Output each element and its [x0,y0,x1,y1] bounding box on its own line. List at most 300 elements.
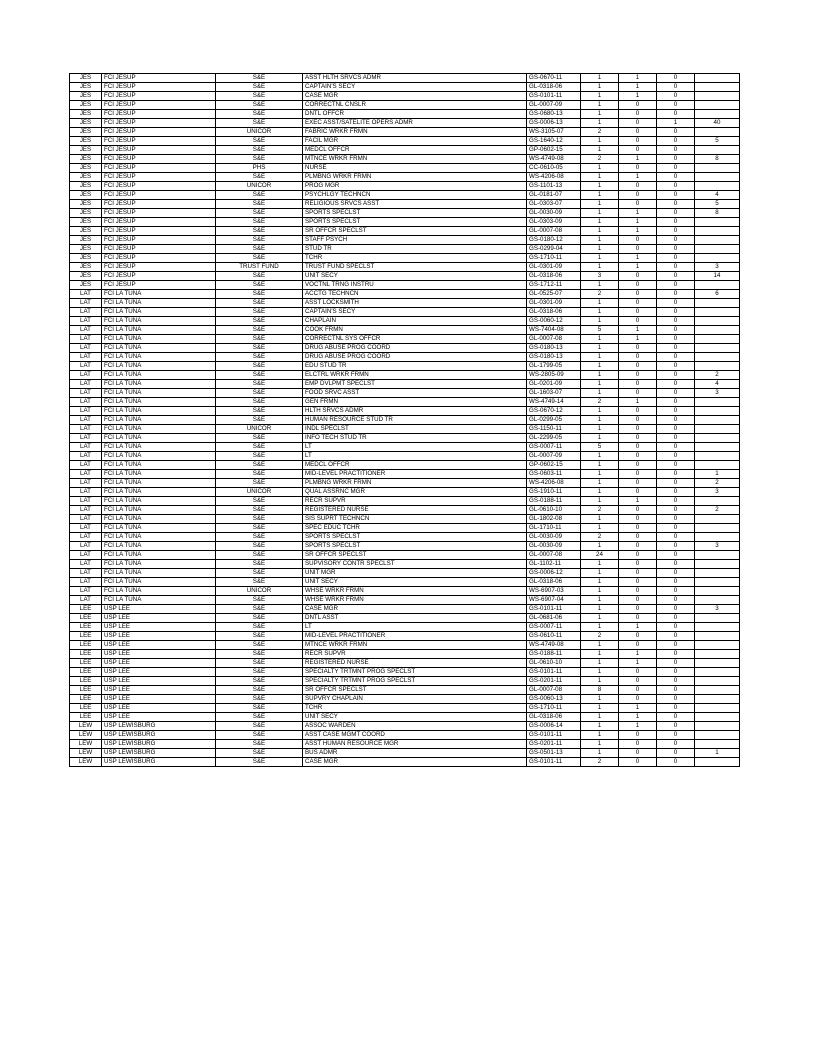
count-cell-c: 0 [657,488,695,497]
count-cell-a: 1 [581,83,619,92]
institution-cell: USP LEE [102,650,216,659]
fund-cell: S&E [216,740,303,749]
site-code-cell: LAT [70,407,102,416]
institution-cell: FCI LA TUNA [102,326,216,335]
count-cell-a: 1 [581,722,619,731]
count-cell-c: 0 [657,155,695,164]
count-cell-c: 0 [657,200,695,209]
site-code-cell: JES [70,236,102,245]
count-cell-a: 1 [581,713,619,722]
institution-cell: FCI JESUP [102,146,216,155]
count-cell-b: 1 [619,218,657,227]
site-code-cell: JES [70,83,102,92]
count-cell-d: 6 [695,290,740,299]
count-cell-c: 0 [657,461,695,470]
count-cell-a: 2 [581,533,619,542]
site-code-cell: LAT [70,497,102,506]
count-cell-a: 1 [581,434,619,443]
series-grade-cell: WS-6907-04 [527,596,581,605]
fund-cell: S&E [216,200,303,209]
count-cell-a: 24 [581,551,619,560]
count-cell-a: 1 [581,254,619,263]
table-row [70,128,740,137]
series-grade-cell: GS-0299-04 [527,245,581,254]
count-cell-a: 1 [581,380,619,389]
count-cell-b: 0 [619,749,657,758]
table-row [70,731,740,740]
count-cell-d [695,398,740,407]
count-cell-d [695,164,740,173]
count-cell-a: 1 [581,308,619,317]
series-grade-cell: GS-0101-11 [527,758,581,767]
count-cell-c: 0 [657,749,695,758]
count-cell-d [695,722,740,731]
institution-cell: FCI JESUP [102,263,216,272]
institution-cell: FCI LA TUNA [102,353,216,362]
position-title-cell: CAPTAIN'S SECY [303,308,527,317]
fund-cell: UNICOR [216,128,303,137]
count-cell-c: 0 [657,389,695,398]
count-cell-a: 1 [581,101,619,110]
fund-cell: S&E [216,83,303,92]
count-cell-b: 0 [619,452,657,461]
fund-cell: S&E [216,101,303,110]
table-row [70,380,740,389]
fund-cell: UNICOR [216,587,303,596]
count-cell-a: 1 [581,605,619,614]
table-row [70,236,740,245]
institution-cell: FCI LA TUNA [102,407,216,416]
fund-cell: S&E [216,146,303,155]
count-cell-b: 1 [619,254,657,263]
position-title-cell: SUPVRY CHAPLAIN [303,695,527,704]
count-cell-d: 40 [695,119,740,128]
table-row [70,182,740,191]
site-code-cell: JES [70,119,102,128]
position-title-cell: STUD TR [303,245,527,254]
series-grade-cell: WS-7404-08 [527,326,581,335]
table-row [70,164,740,173]
table-row [70,605,740,614]
series-grade-cell: WS-4206-08 [527,173,581,182]
site-code-cell: LAT [70,452,102,461]
fund-cell: S&E [216,110,303,119]
series-grade-cell: WS-4749-14 [527,398,581,407]
series-grade-cell: GS-0501-13 [527,749,581,758]
institution-cell: USP LEE [102,614,216,623]
series-grade-cell: GS-0101-11 [527,605,581,614]
count-cell-a: 1 [581,335,619,344]
count-cell-c: 0 [657,353,695,362]
count-cell-b: 0 [619,317,657,326]
table-row [70,596,740,605]
series-grade-cell: GP-0602-15 [527,146,581,155]
count-cell-d [695,731,740,740]
position-title-cell: VOCTNL TRNG INSTRU [303,281,527,290]
site-code-cell: LAT [70,389,102,398]
count-cell-c: 0 [657,191,695,200]
series-grade-cell: WS-4749-08 [527,155,581,164]
count-cell-d: 4 [695,380,740,389]
count-cell-a: 2 [581,758,619,767]
position-title-cell: RECR SUPVR [303,650,527,659]
count-cell-d [695,623,740,632]
site-code-cell: LAT [70,551,102,560]
series-grade-cell: GS-1712-11 [527,281,581,290]
count-cell-c: 0 [657,398,695,407]
institution-cell: FCI LA TUNA [102,443,216,452]
count-cell-d [695,83,740,92]
series-grade-cell: WS-4206-08 [527,479,581,488]
count-cell-b: 1 [619,209,657,218]
site-code-cell: LAT [70,335,102,344]
fund-cell: S&E [216,524,303,533]
fund-cell: S&E [216,236,303,245]
count-cell-d: 2 [695,479,740,488]
fund-cell: S&E [216,506,303,515]
count-cell-c: 0 [657,506,695,515]
vacancy-table [69,73,740,767]
series-grade-cell: GL-0610-10 [527,659,581,668]
position-title-cell: EDU STUD TR [303,362,527,371]
fund-cell: S&E [216,254,303,263]
count-cell-d [695,110,740,119]
table-row [70,515,740,524]
table-row [70,560,740,569]
series-grade-cell: GS-0007-11 [527,623,581,632]
count-cell-b: 1 [619,227,657,236]
site-code-cell: LAT [70,290,102,299]
count-cell-c: 0 [657,317,695,326]
site-code-cell: LAT [70,443,102,452]
site-code-cell: LAT [70,560,102,569]
count-cell-c: 0 [657,101,695,110]
institution-cell: FCI LA TUNA [102,578,216,587]
count-cell-c: 0 [657,236,695,245]
table-row [70,479,740,488]
institution-cell: FCI JESUP [102,173,216,182]
count-cell-a: 2 [581,290,619,299]
series-grade-cell: GS-0610-11 [527,632,581,641]
table-row [70,146,740,155]
site-code-cell: LAT [70,470,102,479]
count-cell-c: 0 [657,515,695,524]
fund-cell: S&E [216,731,303,740]
site-code-cell: LAT [70,587,102,596]
site-code-cell: LAT [70,317,102,326]
count-cell-b: 0 [619,668,657,677]
position-title-cell: ACCTG TECHNCN [303,290,527,299]
series-grade-cell: GS-1910-11 [527,488,581,497]
count-cell-a: 1 [581,542,619,551]
series-grade-cell: CC-0610-05 [527,164,581,173]
count-cell-c: 0 [657,434,695,443]
count-cell-c: 0 [657,623,695,632]
count-cell-a: 5 [581,326,619,335]
table-row [70,344,740,353]
series-grade-cell: GL-0299-05 [527,416,581,425]
fund-cell: S&E [216,407,303,416]
count-cell-a: 1 [581,92,619,101]
count-cell-a: 1 [581,479,619,488]
count-cell-c: 0 [657,110,695,119]
count-cell-c: 0 [657,146,695,155]
count-cell-b: 0 [619,299,657,308]
position-title-cell: PLMBNG WRKR FRMN [303,479,527,488]
count-cell-a: 1 [581,137,619,146]
site-code-cell: JES [70,227,102,236]
site-code-cell: LAT [70,326,102,335]
count-cell-a: 1 [581,245,619,254]
fund-cell: S&E [216,470,303,479]
count-cell-c: 0 [657,209,695,218]
site-code-cell: LEW [70,758,102,767]
fund-cell: UNICOR [216,425,303,434]
table-row [70,614,740,623]
site-code-cell: LEE [70,641,102,650]
count-cell-b: 0 [619,461,657,470]
count-cell-a: 2 [581,398,619,407]
series-grade-cell: GS-1150-11 [527,425,581,434]
table-row [70,290,740,299]
position-title-cell: SPEC EDUC TCHR [303,524,527,533]
count-cell-a: 1 [581,578,619,587]
position-title-cell: MID-LEVEL PRACTITIONER [303,632,527,641]
count-cell-b: 0 [619,740,657,749]
site-code-cell: LEW [70,731,102,740]
count-cell-b: 0 [619,110,657,119]
table-row [70,254,740,263]
count-cell-a: 1 [581,749,619,758]
count-cell-b: 0 [619,614,657,623]
count-cell-d [695,578,740,587]
count-cell-b: 1 [619,650,657,659]
count-cell-a: 8 [581,686,619,695]
series-grade-cell: GS-0060-13 [527,695,581,704]
count-cell-b: 0 [619,542,657,551]
table-row [70,434,740,443]
fund-cell: UNICOR [216,182,303,191]
count-cell-b: 1 [619,326,657,335]
table-row [70,587,740,596]
count-cell-c: 0 [657,92,695,101]
series-grade-cell: GL-1603-07 [527,389,581,398]
series-grade-cell: GL-0007-08 [527,227,581,236]
count-cell-b: 0 [619,200,657,209]
fund-cell: S&E [216,632,303,641]
count-cell-a: 1 [581,173,619,182]
count-cell-a: 1 [581,299,619,308]
count-cell-a: 1 [581,389,619,398]
fund-cell: S&E [216,191,303,200]
count-cell-b: 0 [619,641,657,650]
count-cell-b: 0 [619,137,657,146]
series-grade-cell: GL-0181-07 [527,191,581,200]
institution-cell: FCI JESUP [102,281,216,290]
table-row [70,317,740,326]
table-row [70,389,740,398]
fund-cell: S&E [216,614,303,623]
position-title-cell: REGISTERED NURSE [303,659,527,668]
fund-cell: S&E [216,362,303,371]
fund-cell: S&E [216,380,303,389]
series-grade-cell: GL-1799-05 [527,362,581,371]
site-code-cell: JES [70,191,102,200]
fund-cell: PHS [216,164,303,173]
count-cell-b: 0 [619,389,657,398]
count-cell-c: 0 [657,668,695,677]
fund-cell: S&E [216,749,303,758]
count-cell-d [695,245,740,254]
position-title-cell: SPORTS SPECLST [303,542,527,551]
count-cell-d [695,551,740,560]
count-cell-d [695,317,740,326]
count-cell-b: 0 [619,677,657,686]
institution-cell: FCI LA TUNA [102,569,216,578]
count-cell-c: 0 [657,218,695,227]
fund-cell: S&E [216,569,303,578]
count-cell-d [695,308,740,317]
institution-cell: FCI JESUP [102,245,216,254]
count-cell-b: 0 [619,281,657,290]
site-code-cell: LEE [70,623,102,632]
count-cell-d [695,641,740,650]
site-code-cell: LAT [70,416,102,425]
position-title-cell: CASE MGR [303,92,527,101]
table-row [70,353,740,362]
fund-cell: S&E [216,398,303,407]
fund-cell: S&E [216,335,303,344]
series-grade-cell: GL-0301-09 [527,299,581,308]
count-cell-d: 8 [695,209,740,218]
count-cell-c: 0 [657,371,695,380]
table-row [70,416,740,425]
series-grade-cell: GL-1802-08 [527,515,581,524]
fund-cell: S&E [216,173,303,182]
site-code-cell: JES [70,200,102,209]
site-code-cell: LEE [70,605,102,614]
series-grade-cell: GS-0680-13 [527,110,581,119]
count-cell-a: 1 [581,362,619,371]
table-row [70,263,740,272]
fund-cell: S&E [216,434,303,443]
institution-cell: FCI JESUP [102,254,216,263]
count-cell-b: 1 [619,497,657,506]
count-cell-d [695,335,740,344]
count-cell-d [695,362,740,371]
fund-cell: S&E [216,659,303,668]
series-grade-cell: GL-0301-09 [527,263,581,272]
count-cell-b: 0 [619,128,657,137]
site-code-cell: JES [70,263,102,272]
count-cell-b: 0 [619,416,657,425]
institution-cell: FCI JESUP [102,137,216,146]
institution-cell: FCI LA TUNA [102,299,216,308]
table-row [70,191,740,200]
site-code-cell: LAT [70,506,102,515]
table-row [70,119,740,128]
count-cell-d [695,596,740,605]
institution-cell: FCI LA TUNA [102,425,216,434]
institution-cell: FCI JESUP [102,182,216,191]
position-title-cell: TRUST FUND SPECLST [303,263,527,272]
count-cell-d [695,452,740,461]
site-code-cell: JES [70,101,102,110]
count-cell-d: 4 [695,191,740,200]
count-cell-a: 1 [581,614,619,623]
site-code-cell: JES [70,146,102,155]
count-cell-a: 2 [581,155,619,164]
fund-cell: S&E [216,119,303,128]
count-cell-b: 1 [619,335,657,344]
position-title-cell: RECR SUPVR [303,497,527,506]
table-row [70,470,740,479]
fund-cell: S&E [216,560,303,569]
table-row [70,668,740,677]
count-cell-a: 1 [581,227,619,236]
count-cell-c: 0 [657,137,695,146]
count-cell-a: 1 [581,191,619,200]
count-cell-d [695,650,740,659]
count-cell-b: 0 [619,569,657,578]
count-cell-d [695,326,740,335]
table-row [70,632,740,641]
count-cell-d [695,434,740,443]
institution-cell: FCI LA TUNA [102,398,216,407]
institution-cell: USP LEE [102,623,216,632]
series-grade-cell: GL-0318-06 [527,578,581,587]
position-title-cell: MEDCL OFFCR [303,461,527,470]
fund-cell: S&E [216,686,303,695]
series-grade-cell: GS-0101-11 [527,92,581,101]
series-grade-cell: GL-0318-06 [527,83,581,92]
count-cell-d [695,128,740,137]
fund-cell: S&E [216,677,303,686]
site-code-cell: JES [70,128,102,137]
position-title-cell: HLTH SRVCS ADMR [303,407,527,416]
site-code-cell: JES [70,182,102,191]
count-cell-b: 0 [619,524,657,533]
series-grade-cell: GL-0007-08 [527,686,581,695]
series-grade-cell: GL-0525-07 [527,290,581,299]
table-row [70,173,740,182]
fund-cell: S&E [216,326,303,335]
count-cell-a: 1 [581,695,619,704]
institution-cell: USP LEWISBURG [102,758,216,767]
count-cell-c: 0 [657,416,695,425]
table-row [70,650,740,659]
site-code-cell: LEE [70,695,102,704]
fund-cell: S&E [216,668,303,677]
series-grade-cell: GL-1710-11 [527,524,581,533]
fund-cell: S&E [216,650,303,659]
count-cell-d [695,443,740,452]
series-grade-cell: GS-1710-11 [527,254,581,263]
institution-cell: FCI LA TUNA [102,470,216,479]
count-cell-c: 0 [657,497,695,506]
count-cell-b: 0 [619,515,657,524]
institution-cell: FCI JESUP [102,83,216,92]
fund-cell: S&E [216,272,303,281]
count-cell-d [695,353,740,362]
count-cell-c: 0 [657,326,695,335]
count-cell-b: 1 [619,704,657,713]
count-cell-c: 0 [657,695,695,704]
institution-cell: FCI JESUP [102,92,216,101]
table-row [70,155,740,164]
institution-cell: FCI LA TUNA [102,461,216,470]
count-cell-c: 0 [657,542,695,551]
